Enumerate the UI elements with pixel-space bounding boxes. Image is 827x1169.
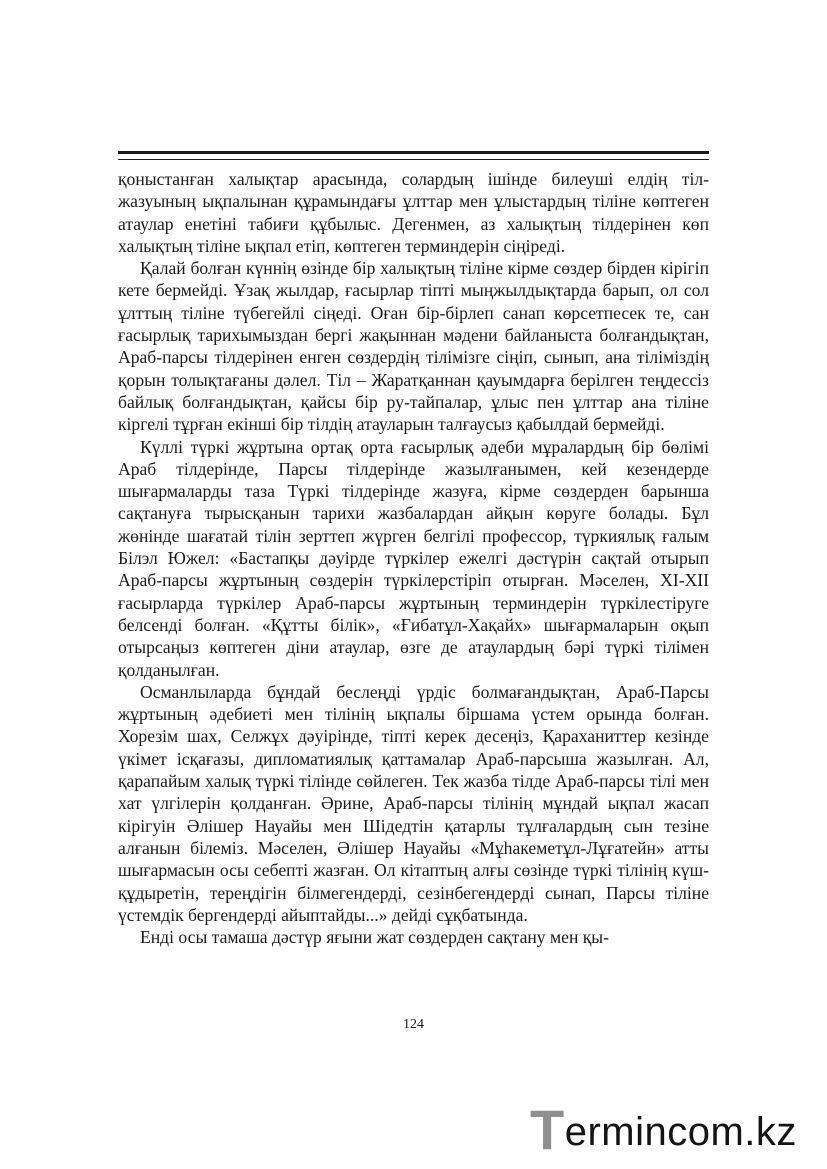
paragraph: Османлыларда бұндай беслеңді үрдіс болмағандықтан, Араб-Парсы жұртының әдебиеті мен тілінің ықпалы біршама үстем орында болған. Хорезім шах, Селжұх дәуірінде, тіпті керек десеңіз, Қараханиттер кезінде үкімет icқағазы, дипломатиялық қаттамалар Араб-парсыша жазылған. Ал, қарапайым халық түркі тілінде сөйлеген. Тек жазба тілде Араб-парсы тілі мен хат үлгілерін қолданған. Әрине, Араб-парсы тілінің мұндай ықпал жасап кірігуін Әлішер Науайы мен Шідедтін қатарлы тұлғалардың сын тезіне алғанын білеміз. Мәселен, Әлішер Науайы «Мұһакеметұл-Лұғатейн» атты шығармасын осы себепті жазған. Ол кітаптың алғы сөзінде түркі тілінің күш-құдыретін, тереңдігін білмегендерді, сезінбегендерді сынап, Парсы тіліне үстемдік бергендерді айыптайды...» дейді сұқбатында. xyxy=(118,681,709,925)
paragraph: Енді осы тамаша дәстүр яғыни жат сөздерден сақтану мен қы- xyxy=(140,927,609,948)
paragraph: Күллі түркі жұртына ортақ орта ғасырлық әдеби мұралардың бір бөлімі Араб тілдерінде, Парсы тілдерінде жазылғанымен, кей кезендерде шығармаларды таза Түркі тілдерінде жазуға, кірме сөздерден барынша сақтануға тырысқанын тарихи жазбалардан айқын көруге болады. Бұл жөнінде шағатай тілін зерттеп жүрген белгілі профессор, түркиялық ғалым Білэл Южел: «Бастапқы дәуірде түркілер ежелгі дәстүрін сақтай отырып Араб-парсы жұртының сөздерін түркілерстіріп отырған. Мәселен, XI-XII ғасырларда түркілер Араб-парсы жұртының терминдерін түркілестіруге белсенді болған. «Құтты білік», «Ғибатұл-Хақайх» шығармаларын оқып отырсаңыз көптеген діни атаулар, өзге де атаулардың бәрі түркі тілімен қолданылған. xyxy=(118,436,709,680)
body-text xyxy=(118,168,709,948)
header-rule-thin xyxy=(118,159,709,160)
logo-initial: T xyxy=(530,1098,565,1161)
header-rule-thick xyxy=(118,151,709,154)
page-number: 124 xyxy=(403,1017,424,1032)
paragraph: қоныстанған халықтар арасында, солардың ішінде билеуші елдің тіл-жазуының ықпалынан құрамындағы ұлттар мен ұлыстардың тіліне көптеген атаулар енетіні табиғи құбылыс. Дегенмен, аз халықтың тілдерінен көп халықтың тіліне ықпал етіп, көптеген терминдерін сіңіреді. xyxy=(118,169,709,256)
paragraph: Қалай болған күннің өзінде бір халықтың тіліне кірме сөздер бірден кірігіп кете бермейді. Ұзақ жылдар, ғасырлар тіпті мыңжылдықтарда барып, ол сол ұлттың тіліне түбегейлі сіңеді. Оған бір-бірлеп санап көрсетпесек те, сан ғасырлық тарихымыздан бергі жақыннан мәдени байланыста болғандықтан, Араб-парсы тілдерінен енген сөздердің тілімізге сіңіп, сынып, ана тіліміздің қорын толықтағаны дәлел. Тіл – Жаратқаннан қауымдарға берілген теңдессіз байлық болғандықтан, қайсы бір ру-тайпалар, ұлыс пен ұлттар ана тіліне кіргелі тұрған екінші бір тілдің атауларын талғаусыз қабылдай бермейді. xyxy=(118,258,709,435)
termincom-logo xyxy=(530,1097,820,1161)
logo-text: ermincom.kz xyxy=(564,1110,797,1154)
logo-wordmark xyxy=(530,1097,797,1161)
